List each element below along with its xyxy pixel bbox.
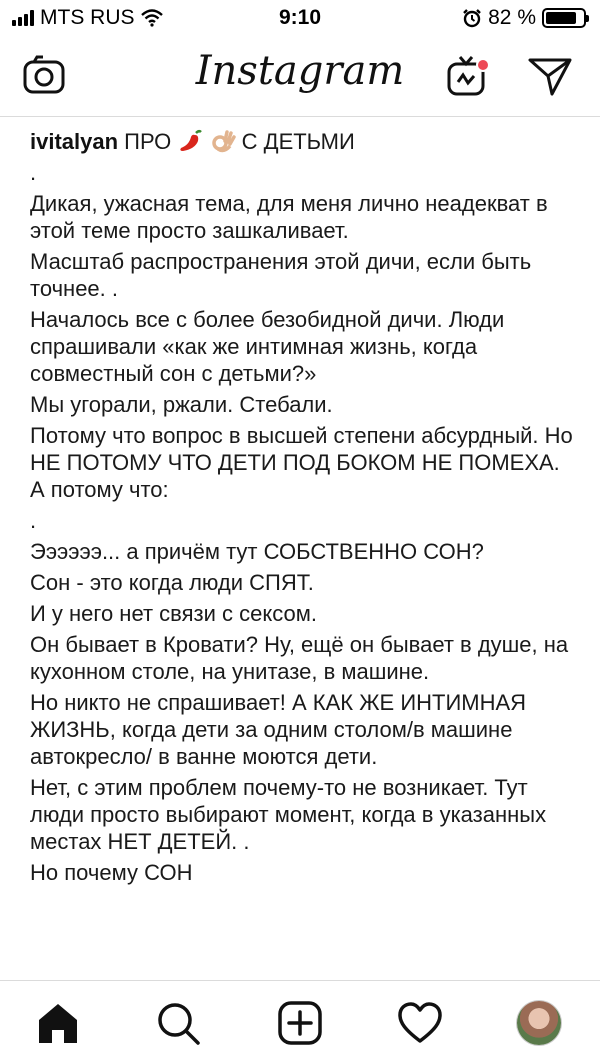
battery-fill (546, 12, 576, 24)
caption-paragraph: Но никто не спрашивает! А КАК ЖЕ ИНТИМНАЯ ЖИЗНЬ, когда дети за одним столом/в машине автокресло/ в ванне моются дети. (30, 690, 527, 769)
caption-paragraph: Он бывает в Кровати? Ну, ещё он бывает в душе, на кухонном столе, на унитазе, в машине. (30, 632, 569, 684)
alarm-icon (462, 8, 482, 28)
top-nav (0, 36, 600, 116)
nav-divider (0, 116, 600, 117)
carrier-label: MTS RUS (40, 6, 135, 29)
ok-hand-icon (210, 129, 236, 153)
caption-paragraph: Ээээээ... а причём тут СОБСТВЕННО СОН? (30, 539, 484, 564)
caption-paragraph: Но почему СОН (30, 860, 193, 885)
caption-paragraph: . (30, 508, 37, 533)
activity-heart-icon[interactable] (396, 999, 444, 1047)
caption-paragraph: Мы угорали, ржали. Стебали. (30, 392, 333, 417)
status-bar (0, 0, 600, 36)
caption-paragraph: Сон - это когда люди СПЯТ. (30, 570, 314, 595)
username-link[interactable]: ivitalyan (30, 129, 119, 154)
caption-paragraph: Началось все с более безобидной дичи. Люди спрашивали «как же интимная жизнь, когда совместный сон с детьми?» (30, 307, 505, 386)
caption-body (30, 159, 580, 886)
igtv-icon[interactable] (444, 52, 492, 100)
direct-send-icon[interactable] (526, 52, 574, 100)
caption-paragraph: Потому что вопрос в высшей степени абсурдный. Но НЕ ПОТОМУ ЧТО ДЕТИ ПОД БОКОМ НЕ ПОМЕХА. А потому что: (30, 423, 573, 502)
battery-percent: 82 % (488, 6, 536, 29)
caption-title-end: С ДЕТЬМИ (241, 129, 355, 154)
status-time: 9:10 (278, 6, 322, 29)
bottom-tab-bar (0, 980, 600, 1063)
post-caption (30, 128, 580, 976)
caption-paragraph: Нет, с этим проблем почему-то не возникает. Тут люди просто выбирают момент, когда в указанных местах НЕТ ДЕТЕЙ. . (30, 775, 547, 854)
status-right (462, 6, 586, 30)
new-post-icon[interactable] (276, 999, 324, 1047)
caption-paragraph: . (30, 160, 37, 185)
caption-paragraph: Дикая, ужасная тема, для меня лично неадекват в этой теме просто зашкаливает. (30, 191, 548, 243)
chili-pepper-icon (177, 129, 203, 153)
caption-header (30, 128, 580, 155)
caption-title-start: ПРО (124, 129, 172, 154)
profile-avatar[interactable] (517, 1001, 561, 1045)
search-icon[interactable] (154, 999, 202, 1047)
home-icon[interactable] (34, 999, 82, 1047)
caption-paragraph: И у него нет связи с сексом. (30, 601, 317, 626)
battery-icon (542, 8, 586, 28)
caption-paragraph: Масштаб распространения этой дичи, если быть точнее. . (30, 249, 532, 301)
instagram-logo: Instagram (195, 48, 405, 94)
